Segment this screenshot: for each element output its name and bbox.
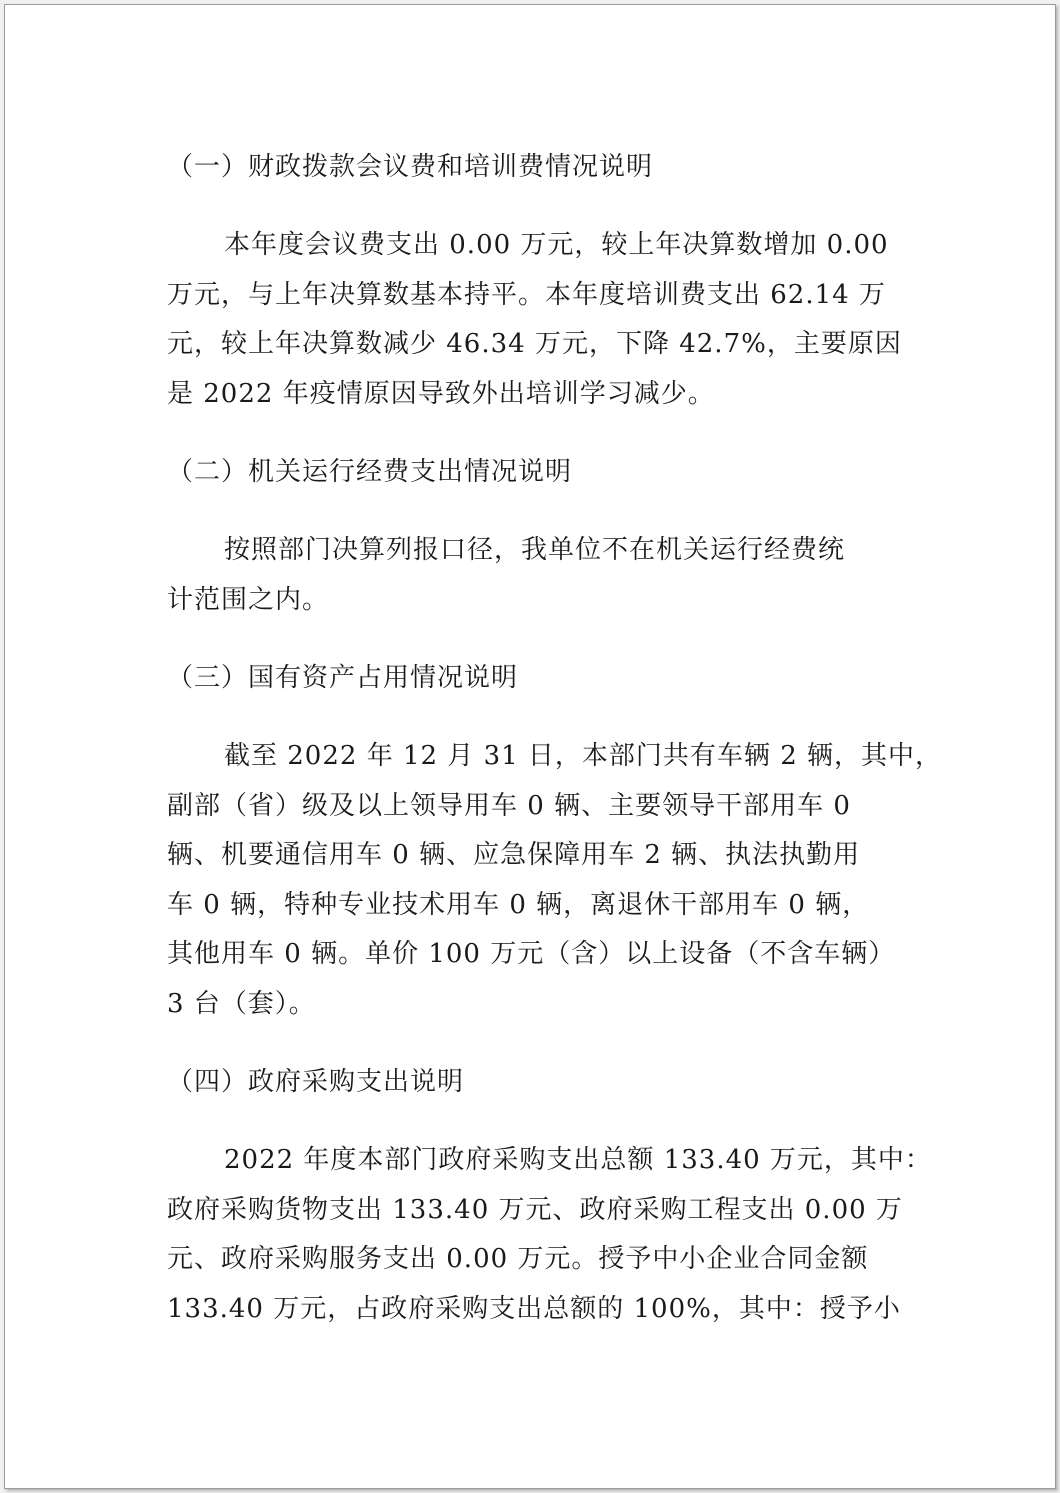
section-heading-operating-expenses: （二）机关运行经费支出情况说明 — [167, 457, 573, 487]
body-line: 2022 年度本部门政府采购支出总额 133.40 万元，其中： — [224, 1145, 932, 1175]
body-line: 政府采购货物支出 133.40 万元、政府采购工程支出 0.00 万 — [167, 1194, 903, 1225]
body-line: 本年度会议费支出 0.00 万元，较上年决算数增加 0.00 — [224, 230, 889, 260]
body-line: 截至 2022 年 12 月 31 日，本部门共有车辆 2 辆，其中， — [224, 741, 942, 771]
body-line: 按照部门决算列报口径，我单位不在机关运行经费统 — [224, 535, 846, 565]
section-heading-meeting-training: （一）财政拨款会议费和培训费情况说明 — [167, 152, 654, 182]
body-line: 其他用车 0 辆。单价 100 万元（含）以上设备（不含车辆） — [167, 939, 896, 969]
body-line: 3 台（套）。 — [167, 988, 316, 1019]
section-body-operating-expenses — [167, 526, 927, 625]
section-body-meeting-training — [167, 221, 927, 419]
body-line: 元，较上年决算数减少 46.34 万元，下降 42.7%，主要原因 — [167, 329, 902, 359]
body-line: 元、政府采购服务支出 0.00 万元。授予中小企业合同金额 — [167, 1244, 869, 1274]
body-line: 万元，与上年决算数基本持平。本年度培训费支出 62.14 万 — [167, 279, 886, 310]
document-page — [4, 4, 1056, 1489]
section-heading-government-procurement: （四）政府采购支出说明 — [167, 1067, 465, 1097]
body-line: 是 2022 年疫情原因导致外出培训学习减少。 — [167, 378, 715, 409]
body-line: 副部（省）级及以上领导用车 0 辆、主要领导干部用车 0 — [167, 790, 851, 821]
section-body-government-procurement — [167, 1136, 932, 1334]
body-line: 辆、机要通信用车 0 辆、应急保障用车 2 辆、执法执勤用 — [167, 840, 861, 870]
section-heading-state-assets: （三）国有资产占用情况说明 — [167, 663, 519, 693]
body-line: 车 0 辆，特种专业技术用车 0 辆，离退休干部用车 0 辆， — [167, 889, 870, 920]
body-line: 133.40 万元，占政府采购支出总额的 100%，其中：授予小 — [167, 1293, 901, 1324]
section-body-state-assets — [167, 732, 942, 1029]
page-content — [167, 143, 942, 1363]
body-line: 计范围之内。 — [167, 584, 330, 615]
